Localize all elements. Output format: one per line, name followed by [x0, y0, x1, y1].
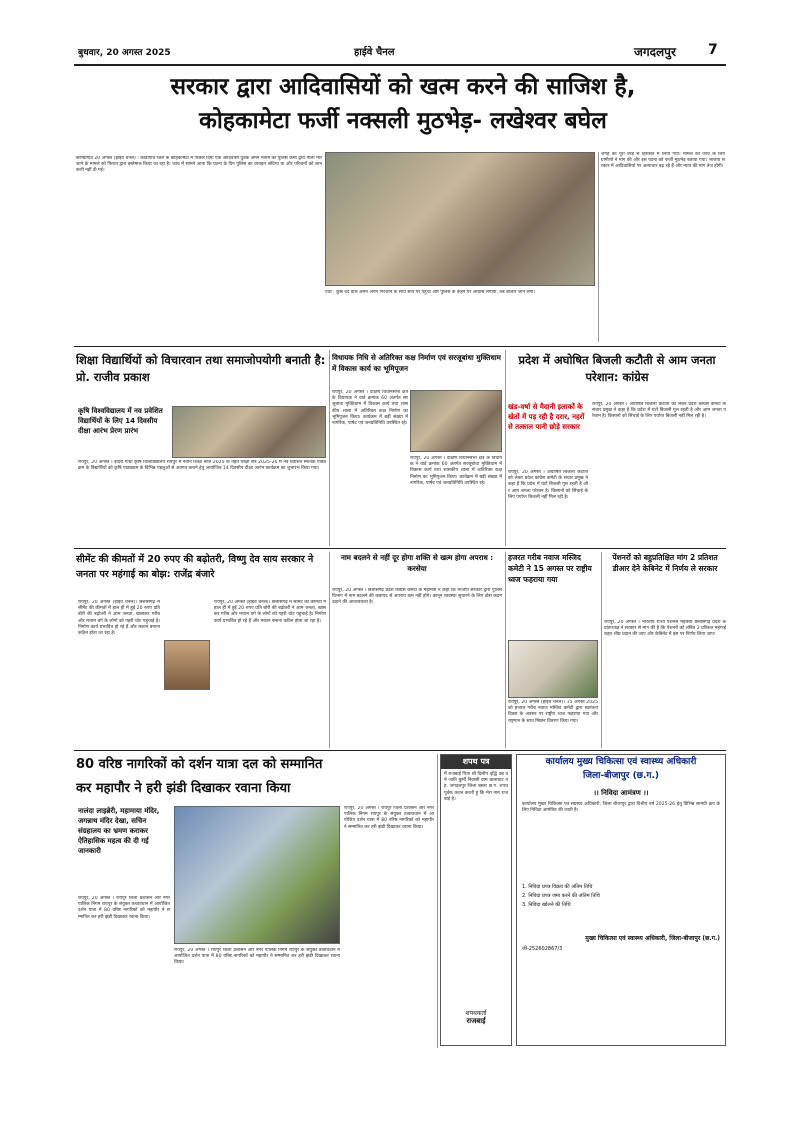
- lead-body-text: कोण्डागांव 20 अगस्त (हाईवे चैनल) : कोंडागांव जिले के कोहकामेटा में पिछले दिनों एक आदिवासी युवक अमन नेताम को पुलिस कर्मी द्वारा गोली मारे जाने के मामले को फिरात द्वारा इस्तेमाल किया जा रहा है। जांच में सामने आया कि घटना के दिन पुलिस का व्यवहार संदिग्ध था और परिजनों को जानकारी नहीं दी गई।: [76, 156, 322, 174]
- pension-body: [604, 620, 726, 748]
- mla-body: [332, 390, 408, 546]
- cement-body: [78, 600, 160, 748]
- city-name: जगदलपुर: [634, 45, 676, 59]
- pilgrim-body-text-2: रायपुर, 20 अगस्त । रायपुर जिला प्रशासन और नगर पालिक निगम रायपुर के संयुक्त तत्वावधान में आयोजित दर्शन यात्रा में 80 वरिष्ठ नागरिकों को महापौर ने सम्मानित कर हरी झंडी दिखाकर रवाना किया।: [174, 948, 340, 966]
- divider-7: [437, 754, 438, 1048]
- mla-body-text-2: रायपुर, 20 अगस्त । दक्षिण विधानसभा क्षेत्र के विधायक ने वार्ड क्रमांक 60 अंतर्गत सरजूबांधा मुक्तिधाम में विकास कार्य तथा शासकीय शाला में अतिरिक्त कक्ष निर्माण का भूमिपूजन किया। कार्यक्रम में बड़ी संख्या में नागरिक, पार्षद एवं जनप्रतिनिधि उपस्थित रहे।: [410, 456, 502, 486]
- power-body-text: रायपुर, 20 अगस्त । अघोषित बिजली कटौती को लेकर प्रदेश कांग्रेस कमेटी के संचार प्रमुख ने कहा है कि प्रदेश में घंटों बिजली गुल रहती है और आम जनता परेशान है। किसानों को सिंचाई के लिए पर्याप्त बिजली नहीं मिल रही है।: [508, 470, 588, 500]
- oath-body-text: मैं राजबाई पिता श्री दिलीप वृद्धि उम्र वर्ष जाति कुर्मी निवासी ग्राम बालाघाट तह. जगदलपुर जिला बस्तर छ.ग. शपथ पूर्वक कथन करती हूं कि मेरा नाम राजबाई है।: [444, 772, 508, 802]
- flag-body-text: रायपुर, 20 अगस्त (हाईवे चैनल)। 15 अगस्त 2025 को हजरत गरीब नवाज मस्जिद कमेटी द्वारा स्वतंत्रता दिवस के अवसर पर राष्ट्रीय ध्वज फहराया गया और राष्ट्रगान के साथ मिष्ठान वितरण किया गया।: [508, 700, 598, 724]
- power-body-text-2: रायपुर, 20 अगस्त । अघोषित बिजली कटौती को लेकर प्रदेश कांग्रेस कमेटी के संचार प्रमुख ने कहा है कि प्रदेश में घंटों बिजली गुल रहती है और आम जनता परेशान है। किसानों को सिंचाई के लिए पर्याप्त बिजली नहीं मिल रही है।: [592, 402, 726, 420]
- flag-photo: [508, 640, 598, 698]
- flag-body: [508, 700, 598, 748]
- power-headline: प्रदेश में अघोषित बिजली कटौती से आम जनता परेशान: कांग्रेस: [518, 353, 716, 384]
- cement-portrait: [164, 640, 210, 690]
- lead-photo-caption: [325, 290, 595, 342]
- mla-body-2: [410, 456, 502, 546]
- notice-row-1: 1. निविदा प्रपत्र विक्रय की अंतिम तिथि: [522, 884, 593, 890]
- newspaper-name: हाईवे चैनल: [354, 47, 395, 58]
- cement-body-text-2: रायपुर, 20 अगस्त (हाईवे चैनल)। छत्तीसगढ़ में सीमेंट की कीमतों में हाल ही में हुई 20 रुपए प्रति बोरी की बढ़ोतरी ने आम जनता, खासकर गरीब और मध्यम वर्ग के लोगों को गहरी चोट पहुंचाई है। निर्माण कार्य प्रभावित हो रहे हैं और मकान बनाना कठिन होता जा रहा है।: [214, 600, 326, 624]
- name-change-body: [332, 588, 502, 748]
- education-body: [78, 460, 326, 546]
- cement-headline: सीमेंट की कीमतों में 20 रुपए की बढ़ोतरी, विष्णु देव साय सरकार ने जनता पर महंगाई का बोझ: राजेंद्र बंजारे: [76, 554, 314, 580]
- notice-row-3: 3. निविदा खोलने की तिथि: [522, 902, 571, 908]
- divider-5: [505, 552, 506, 748]
- notice-signature: मुख्य चिकित्सा एवं स्वास्थ्य अधिकारी, जिला-बीजापुर (छ.ग.): [585, 935, 720, 942]
- power-body: [508, 470, 588, 546]
- power-body-2: [592, 402, 726, 546]
- pilgrim-body-text-3: रायपुर, 20 अगस्त । रायपुर जिला प्रशासन और नगर पालिक निगम रायपुर के संयुक्त तत्वावधान में आयोजित दर्शन यात्रा में 80 वरिष्ठ नागरिकों को महापौर ने सम्मानित कर हरी झंडी दिखाकर रवाना किया।: [344, 806, 434, 830]
- notice-body: [517, 799, 725, 883]
- pilgrim-body: [78, 896, 170, 1046]
- divider-3: [505, 350, 506, 546]
- oath-body: [441, 769, 511, 1009]
- lead-continued-body: [601, 152, 725, 342]
- notice-row-2: 2. निविदा प्रपत्र जमा करने की अंतिम तिथि: [522, 893, 600, 899]
- cement-body-2: [214, 600, 326, 748]
- pilgrim-subhead: नालंदा लाइब्रेरी, महामाया मंदिर, जगन्नाथ मंदिर देखा, सचिन संग्रहालय का भ्रमण कराकर ऐतिहासिक महत्व की दी गई जानकारी: [78, 807, 160, 855]
- mla-headline: विधायक निधि से अतिरिक्त कक्ष निर्माण एवं सरजूबांधा मुक्तिधाम में विकास कार्य का भूमिपूजन: [332, 353, 501, 373]
- lead-headline: [80, 70, 726, 144]
- name-change-headline: नाम बदलने से नहीं दूर होगा शक्ति से खत्म होगा अपराध : करसेया: [340, 553, 494, 573]
- pension-headline: पेंशनरों को बहुप्रतिक्षित मांग 2 प्रतिशत डीआर देने केबिनेट में निर्णय ले सरकार: [612, 553, 718, 573]
- education-subhead: कृषि विश्वविद्यालय में नव प्रवेशित विद्यार्थियों के लिए 14 दिवसीय दीक्षा आरंभ प्रेरण प्रारंभ: [78, 407, 163, 435]
- divider-6: [601, 552, 602, 748]
- notice-body-text: कार्यालय मुख्य चिकित्सा एवं स्वास्थ्य अधिकारी, जिला बीजापुर द्वारा वित्तीय वर्ष 2025-26 हेतु विभिन्न सामग्री क्रय के लिए निविदा आमंत्रित की जाती है।: [522, 802, 720, 814]
- power-subhead: खंड-वर्षा से मैदानी इलाकों के खेतों में पड़ रही है दरार, नहरों से तत्काल पानी छोड़े सरकार: [508, 403, 585, 431]
- notice-phone: जी-252602867/3: [522, 946, 563, 952]
- rule-2: [74, 548, 726, 549]
- oath-place: शपथकर्ता: [465, 1010, 487, 1017]
- lead-headline-line1: सरकार द्वारा आदिवासियों को खत्म करने की साजिश है,: [170, 74, 636, 100]
- lead-caption-text: पर्ची : कुछ दर्द वाल अमन अपने गिरजाने के साथ सौंपे पर पहुंचा और पुलिस के कहने पर आवास लगाया, तब बाजार जाने लगा।: [325, 290, 536, 295]
- lead-photo: [325, 152, 595, 286]
- mla-body-text: रायपुर, 20 अगस्त । दक्षिण विधानसभा क्षेत्र के विधायक ने वार्ड क्रमांक 60 अंतर्गत सरजूबांधा मुक्तिधाम में विकास कार्य तथा शासकीय शाला में अतिरिक्त कक्ष निर्माण का भूमिपूजन किया। कार्यक्रम में बड़ी संख्या में नागरिक, पार्षद एवं जनप्रतिनिधि उपस्थित रहे।: [332, 390, 408, 427]
- mla-photo: [410, 390, 502, 452]
- divider-2: [329, 350, 330, 546]
- lead-body: [76, 156, 322, 344]
- masthead-bar: [74, 40, 726, 62]
- lead-headline-line2: कोहकामेटा फर्जी नक्सली मुठभेड़- लखेश्वर बघेल: [199, 108, 607, 134]
- education-headline: शिक्षा विद्यार्थियों को विचारवान तथा समाजोपयोगी बनाती है: प्रो. राजीव प्रकाश: [76, 353, 326, 384]
- rule-1: [74, 346, 726, 347]
- rule-3: [74, 750, 726, 751]
- notice-subtitle: जिला-बीजापुर (छ.ग.): [582, 771, 660, 781]
- oath-name: राजबाई: [466, 1017, 486, 1025]
- name-change-body-text: रायपुर, 20 अगस्त । छत्तीसगढ़ प्रदेश कांग्रेस कमेटी के महामंत्री ने कहा कि भाजपा सरकार द्वारा पुलिस विभाग में नाम बदलने की कवायद से अपराध कम नहीं होंगे। कानून व्यवस्था सुधारने के लिए ठोस कदम उठाने की आवश्यकता है।: [332, 588, 502, 606]
- tender-notice: [516, 754, 726, 1046]
- pilgrim-headline-2: कर महापौर ने हरी झंडी दिखाकर रवाना किया: [76, 781, 291, 796]
- cement-body-text: रायपुर, 20 अगस्त (हाईवे चैनल)। छत्तीसगढ़ में सीमेंट की कीमतों में हाल ही में हुई 20 रुपए प्रति बोरी की बढ़ोतरी ने आम जनता, खासकर गरीब और मध्यम वर्ग के लोगों को गहरी चोट पहुंचाई है। निर्माण कार्य प्रभावित हो रहे हैं और मकान बनाना कठिन होता जा रहा है।: [78, 600, 160, 637]
- education-photo: [172, 406, 326, 458]
- pilgrim-body-text: रायपुर, 20 अगस्त । रायपुर जिला प्रशासन और नगर पालिक निगम रायपुर के संयुक्त तत्वावधान में आयोजित दर्शन यात्रा में 80 वरिष्ठ नागरिकों को महापौर ने सम्मानित कर हरी झंडी दिखाकर रवाना किया।: [78, 896, 170, 920]
- pension-body-text: रायपुर, 20 अगस्त । भारतीय राज्य पेंशनर्स महासंघ छत्तीसगढ़ प्रदेश के प्रांताध्यक्ष ने सरकार से मांग की है कि पेंशनरों को लंबित 2 प्रतिशत महंगाई राहत शीघ्र प्रदान की जाए और केबिनेट में इस पर निर्णय लिया जाए।: [604, 620, 726, 638]
- pilgrim-photo: [174, 806, 340, 944]
- divider-4: [329, 552, 330, 748]
- page-number: 7: [708, 42, 718, 58]
- oath-box: [440, 754, 512, 1046]
- notice-title: कार्यालय मुख्य चिकित्सा एवं स्वास्थ्य अधिकारी: [545, 757, 697, 767]
- flag-headline: हजरत गरीब नवाज मस्जिद कमेटी ने 15 अगस्त पर राष्ट्रीय ध्वज फहराया गया: [508, 553, 592, 584]
- masthead-rule: [74, 64, 726, 66]
- issue-date: बुधवार, 20 अगस्त 2025: [78, 48, 171, 58]
- pilgrim-body-2: [174, 948, 340, 1046]
- notice-heading: ।। निविदा आमंत्रण ।।: [593, 789, 649, 797]
- education-body-text: रायपुर, 20 अगस्त । इंदिरा गांधी कृषि विश्वविद्यालय रायपुर में नवीन शिक्षा नीति 2020 के तहत शिक्षा सत्र 2025-26 में नव प्रवेशित स्नातक पाठ्यक्रम के विद्यार्थियों को कृषि पाठ्यक्रम के विभिन्न पहलुओं से अवगत कराने हेतु आयोजित 14 दिवसीय दीक्षा आरंभ कार्यक्रम का शुभारंभ किया गया।: [78, 460, 326, 472]
- pilgrim-body-3: [344, 806, 434, 1046]
- oath-title: शपथ पत्र: [441, 755, 511, 769]
- pilgrim-headline-1: 80 वरिष्ठ नागरिकों को दर्शन यात्रा दल को सम्मानित: [76, 757, 323, 772]
- divider-lead: [598, 152, 599, 342]
- lead-continued-text: जगह को पूरी तरह से हिरासत में लिया गया। मामले की जांच के लिए ग्रामीणों ने मांग की और इस घटना को फर्जी मुठभेड़ बताया गया। भाजपा सरकार में आदिवासियों पर अत्याचार बढ़ रहे हैं और न्याय की मांग तेज होगी।: [601, 152, 725, 170]
